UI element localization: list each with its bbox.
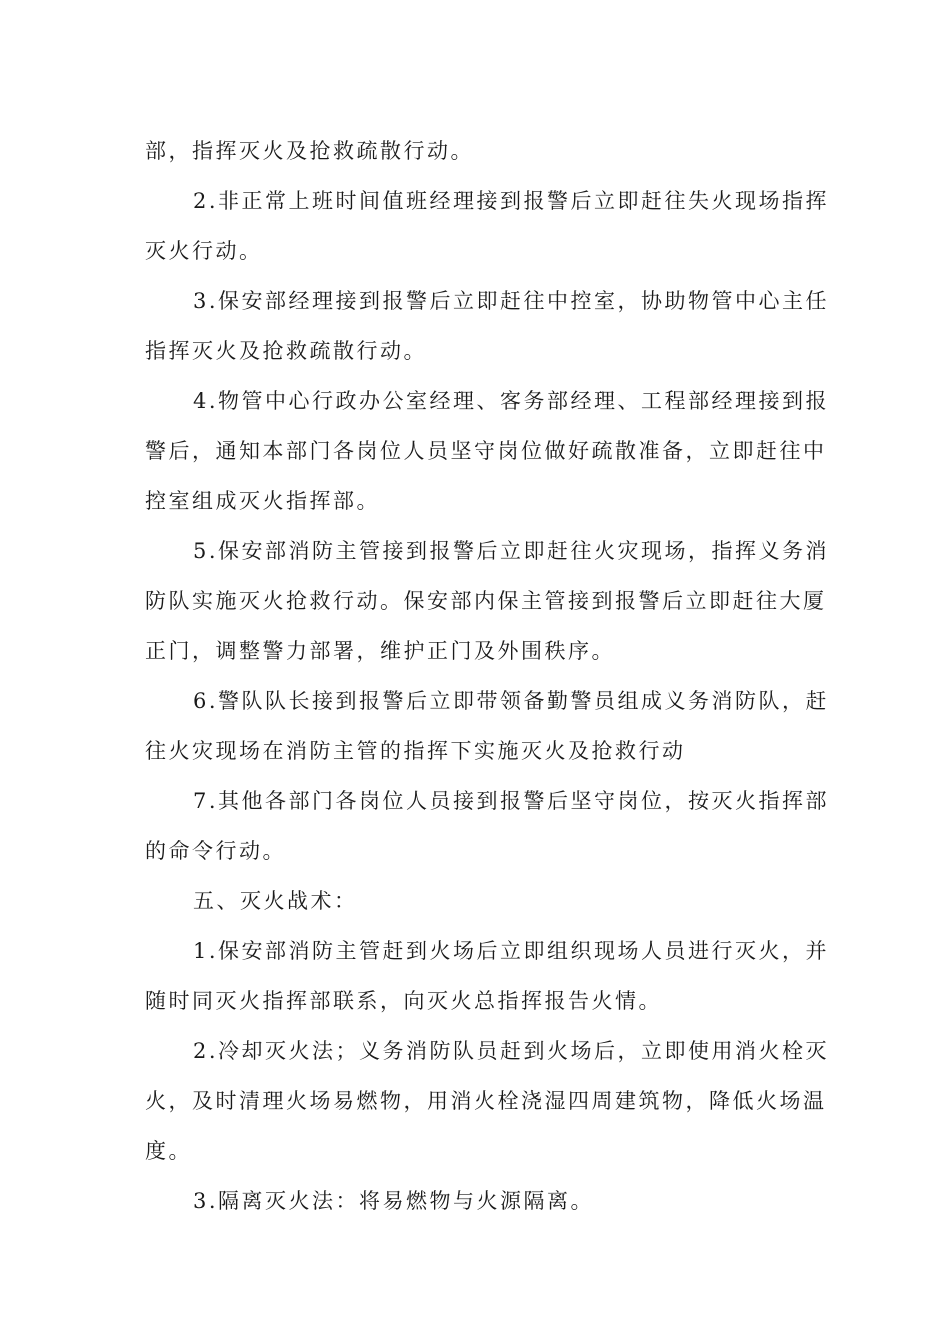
text-line: 的命令行动。 <box>145 839 286 863</box>
text-line: 部，指挥灭火及抢救疏散行动。 <box>145 139 474 163</box>
text-line: 灭火行动。 <box>145 239 263 263</box>
text-line: 度。 <box>145 1139 192 1163</box>
text-line: 3.保安部经理接到报警后立即赶往中控室，协助物管中心主任 <box>193 289 830 313</box>
text-line: 4.物管中心行政办公室经理、客务部经理、工程部经理接到报 <box>193 389 830 413</box>
text-line: 随时同灭火指挥部联系，向灭火总指挥报告火情。 <box>145 989 662 1013</box>
text-line: 控室组成灭火指挥部。 <box>145 489 380 513</box>
text-line: 5.保安部消防主管接到报警后立即赶往火灾现场，指挥义务消 <box>193 539 830 563</box>
text-line: 2.非正常上班时间值班经理接到报警后立即赶往失火现场指挥 <box>193 189 830 213</box>
text-line: 3.隔离灭火法：将易燃物与火源隔离。 <box>193 1189 595 1213</box>
text-line: 1.保安部消防主管赶到火场后立即组织现场人员进行灭火，并 <box>193 939 830 963</box>
text-line: 往火灾现场在消防主管的指挥下实施灭火及抢救行动 <box>145 739 686 763</box>
text-line: 2.冷却灭火法；义务消防队员赶到火场后，立即使用消火栓灭 <box>193 1039 830 1063</box>
text-line: 正门，调整警力部署，维护正门及外围秩序。 <box>145 639 615 663</box>
text-line: 6.警队队长接到报警后立即带领备勤警员组成义务消防队，赶 <box>193 689 830 713</box>
text-line: 火，及时清理火场易燃物，用消火栓浇湿四周建筑物，降低火场温 <box>145 1089 827 1113</box>
section-heading: 五、灭火战术： <box>193 889 358 913</box>
text-line: 指挥灭火及抢救疏散行动。 <box>145 339 427 363</box>
text-line: 7.其他各部门各岗位人员接到报警后坚守岗位，按灭火指挥部 <box>193 789 830 813</box>
text-line: 防队实施灭火抢救行动。保安部内保主管接到报警后立即赶往大厦 <box>145 589 827 613</box>
text-line: 警后，通知本部门各岗位人员坚守岗位做好疏散准备，立即赶往中 <box>145 439 827 463</box>
